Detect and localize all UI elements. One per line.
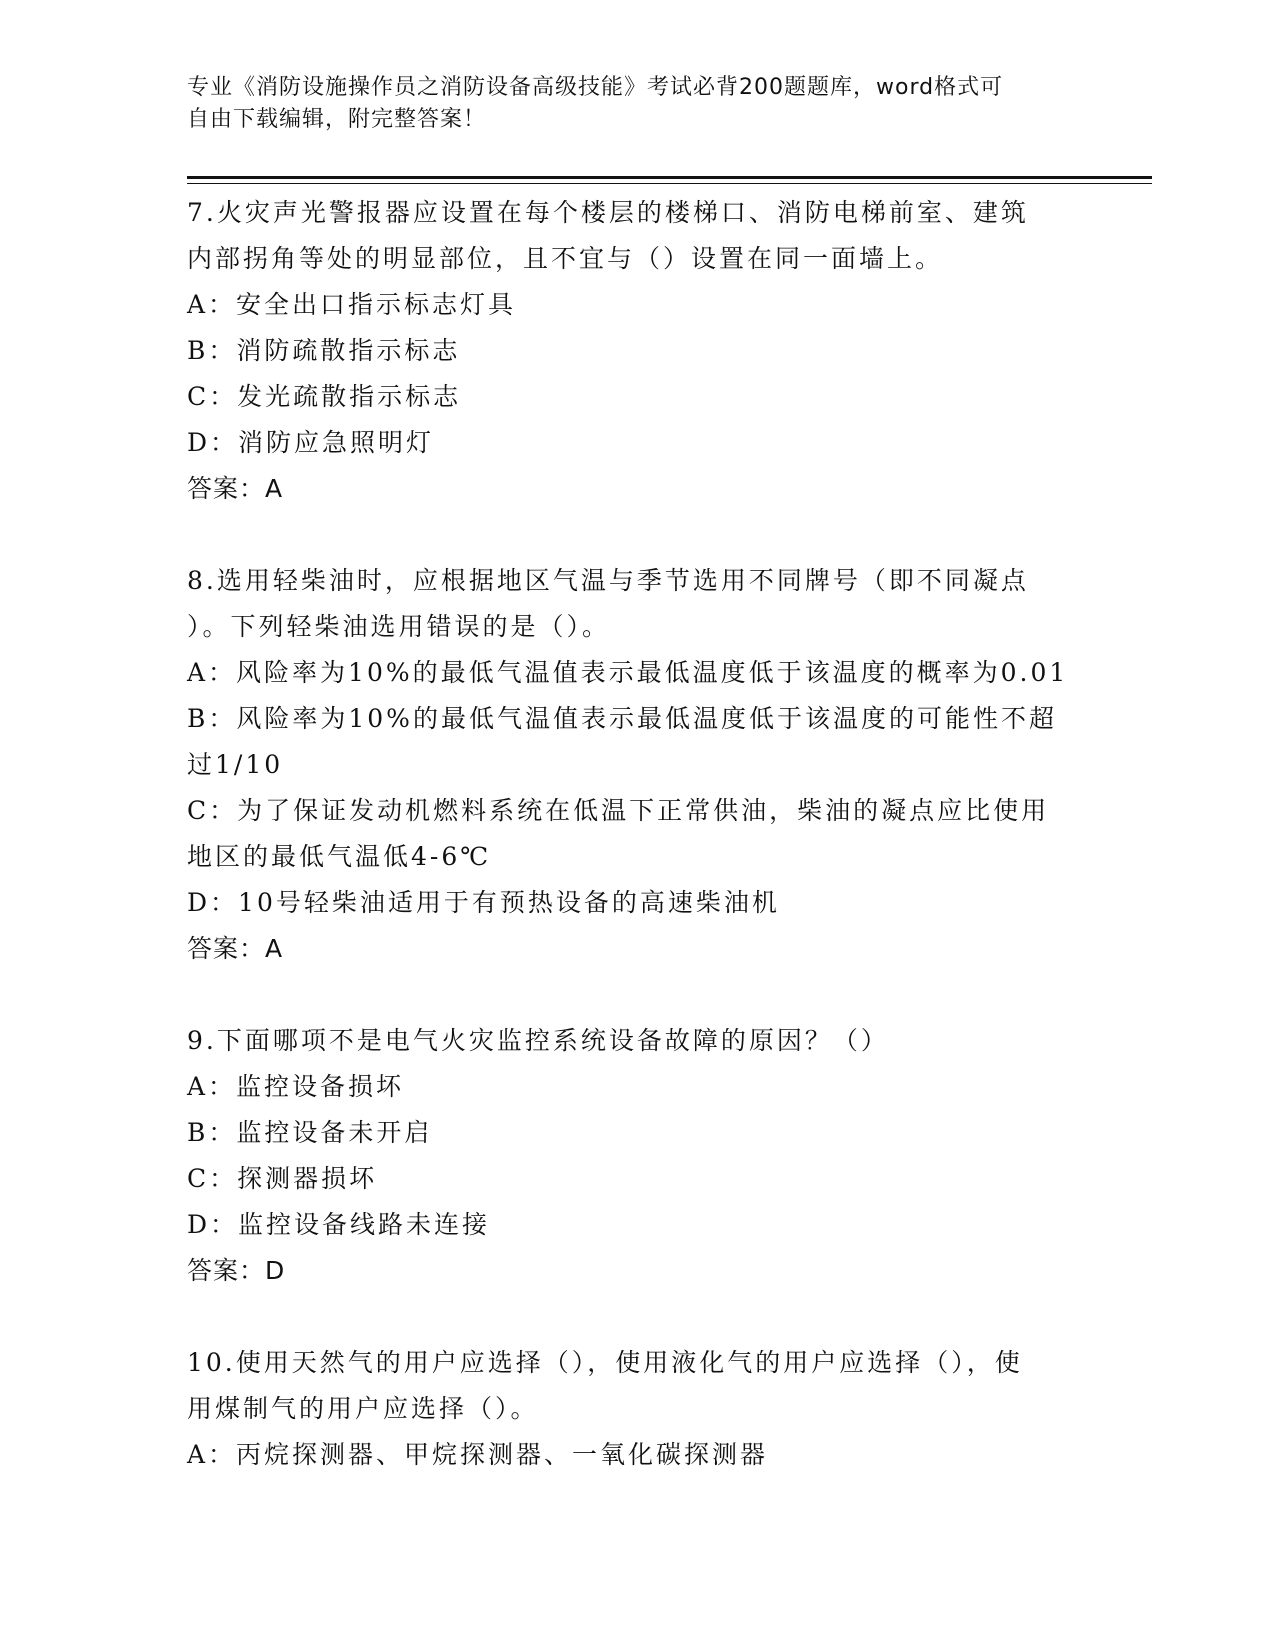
option-b: B：监控设备未开启: [187, 1118, 433, 1147]
question-stem-line: 内部拐角等处的明显部位，且不宜与（）设置在同一面墙上。: [187, 244, 944, 273]
answer-label: 答案：A: [187, 474, 284, 503]
question-stem-line: 用煤制气的用户应选择（）。: [187, 1394, 539, 1423]
option-a: A：安全出口指示标志灯具: [187, 290, 517, 319]
question-7: [187, 190, 1087, 512]
option-c: C：发光疏散指示标志: [187, 382, 462, 411]
header-line-2: 自由下载编辑，附完整答案！: [187, 107, 487, 132]
option-c: C：探测器损坏: [187, 1164, 378, 1193]
option-b: B：消防疏散指示标志: [187, 336, 461, 365]
question-10: [187, 1340, 1087, 1478]
option-d: D：消防应急照明灯: [187, 428, 435, 457]
question-stem-line: 9.下面哪项不是电气火灾监控系统设备故障的原因？（）: [187, 1026, 889, 1055]
option-b: B：风险率为10%的最低气温值表示最低温度低于该温度的可能性不超: [187, 704, 1057, 733]
header-divider-thick: [187, 176, 1152, 179]
question-stem-line: 8.选用轻柴油时，应根据地区气温与季节选用不同牌号（即不同凝点: [187, 566, 1029, 595]
option-d: D：10号轻柴油适用于有预热设备的高速柴油机: [187, 888, 780, 917]
option-b-continued: 过1/10: [187, 750, 284, 779]
option-c: C：为了保证发动机燃料系统在低温下正常供油，柴油的凝点应比使用: [187, 796, 1050, 825]
question-9: [187, 1018, 1087, 1294]
answer-label: 答案：A: [187, 934, 284, 963]
document-header: [187, 72, 1067, 136]
option-a: A：风险率为10%的最低气温值表示最低温度低于该温度的概率为0.01: [187, 658, 1069, 687]
question-stem-line: ）。下列轻柴油选用错误的是（）。: [187, 612, 611, 641]
question-stem-line: 7.火灾声光警报器应设置在每个楼层的楼梯口、消防电梯前室、建筑: [187, 198, 1029, 227]
question-list: [187, 190, 1087, 1524]
option-c-continued: 地区的最低气温低4-6℃: [187, 842, 492, 871]
option-d: D：监控设备线路未连接: [187, 1210, 491, 1239]
option-a: A：丙烷探测器、甲烷探测器、一氧化碳探测器: [187, 1440, 769, 1469]
header-divider-thin: [187, 183, 1152, 184]
header-line-1: 专业《消防设施操作员之消防设备高级技能》考试必背200题题库，word格式可: [187, 75, 1004, 100]
option-a: A：监控设备损坏: [187, 1072, 405, 1101]
question-stem-line: 10.使用天然气的用户应选择（），使用液化气的用户应选择（），使: [187, 1348, 1023, 1377]
answer-label: 答案：D: [187, 1256, 286, 1285]
question-8: [187, 558, 1087, 972]
